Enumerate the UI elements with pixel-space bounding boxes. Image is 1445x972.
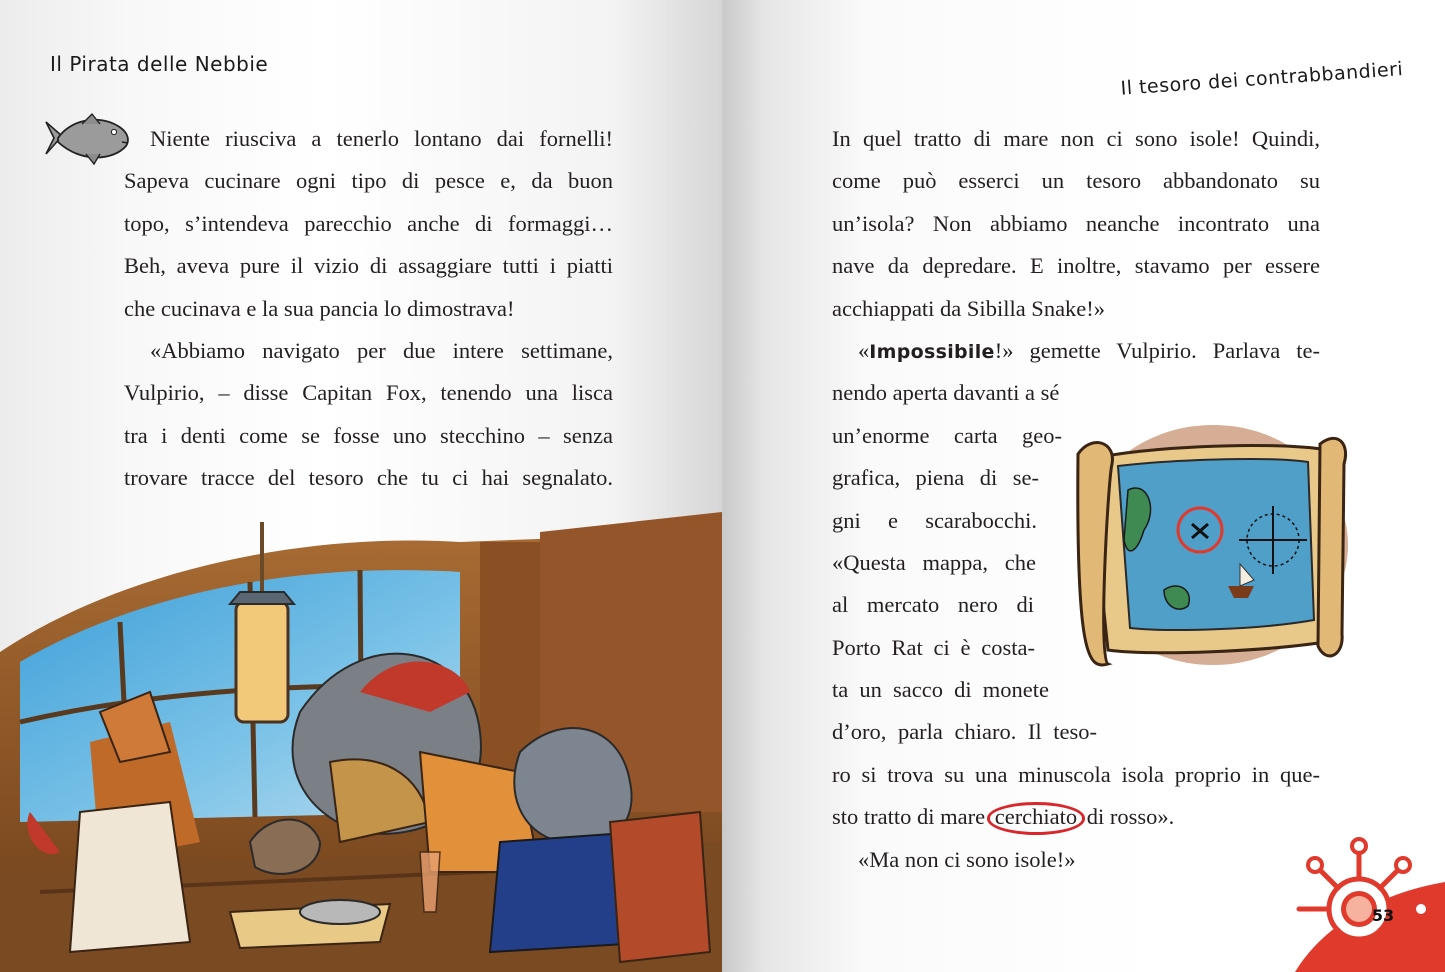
treasure-map-illustration [1068, 420, 1348, 670]
page-number: 53 [1371, 906, 1395, 925]
text-line: Niente riusciva a tenerlo lontano dai fornelli! [150, 126, 613, 151]
text-line: grafica, piena di se- [832, 465, 1039, 491]
text-line: topo, s’intendeva parecchio anche di formaggi… [124, 210, 613, 236]
text-line: un’isola? Non abbiamo neanche incontrato una [832, 210, 1320, 236]
text-line: Vulpirio, – disse Capitan Fox, tenendo una lisca [124, 380, 613, 406]
text-line: come può esserci un tesoro abbandonato su [832, 168, 1320, 194]
galley-illustration [0, 512, 722, 972]
text-run: !» gemette Vulpirio. Parlava te- [994, 337, 1320, 363]
ship-wheel-icon [1295, 832, 1445, 972]
left-running-head: Il Pirata delle Nebbie [50, 52, 269, 76]
text-line: acchiappati da Sibilla Snake!» [832, 295, 1106, 321]
text-line: «Ma non ci sono isole!» [858, 846, 1076, 872]
text-line: «Abbiamo navigato per due intere settimane, [150, 337, 613, 363]
text-line: nendo aperta davanti a sé [832, 380, 1060, 406]
text-line: Sapeva cucinare ogni tipo di pesce e, da buon [124, 168, 613, 194]
right-running-head: Il tesoro dei contrabbandieri [1119, 58, 1404, 100]
text-line: al mercato nero di [832, 592, 1034, 618]
circled-word: cerchiato [991, 796, 1081, 838]
quote-open: « [858, 337, 870, 363]
text-line: gni e scarabocchi. [832, 507, 1037, 533]
text-line: «Questa mappa, che [832, 549, 1036, 575]
text-line-impossibile [832, 330, 1320, 372]
text-line: nave da depredare. E inoltre, stavamo per essere [832, 253, 1320, 279]
text-line-circled [832, 796, 1320, 838]
text-line: ta un sacco di monete [832, 677, 1049, 703]
fish-icon [42, 110, 132, 168]
text-line: un’enorme carta geo- [832, 422, 1062, 448]
text-line: trovare tracce del tesoro che tu ci hai segnalato. [124, 465, 613, 491]
text-line: ro si trova su una minuscola isola proprio in que- [832, 761, 1320, 787]
left-body-text [124, 118, 613, 500]
text-line: Porto Rat ci è costa- [832, 634, 1035, 660]
text-line: In quel tratto di mare non ci sono isole! Quindi, [832, 126, 1320, 151]
text-line: che cucinava e la sua pancia lo dimostrava! [124, 295, 515, 321]
impossibile-emphasis: Impossibile [869, 340, 995, 363]
text-run: di rosso». [1081, 804, 1175, 830]
text-line: tra i denti come se fosse uno stecchino – senza [124, 422, 613, 448]
text-line: Beh, aveva pure il vizio di assaggiare tutti i piatti [124, 253, 613, 279]
text-run: sto tratto di mare [832, 804, 991, 830]
text-line: d’oro, parla chiaro. Il teso- [832, 719, 1097, 745]
